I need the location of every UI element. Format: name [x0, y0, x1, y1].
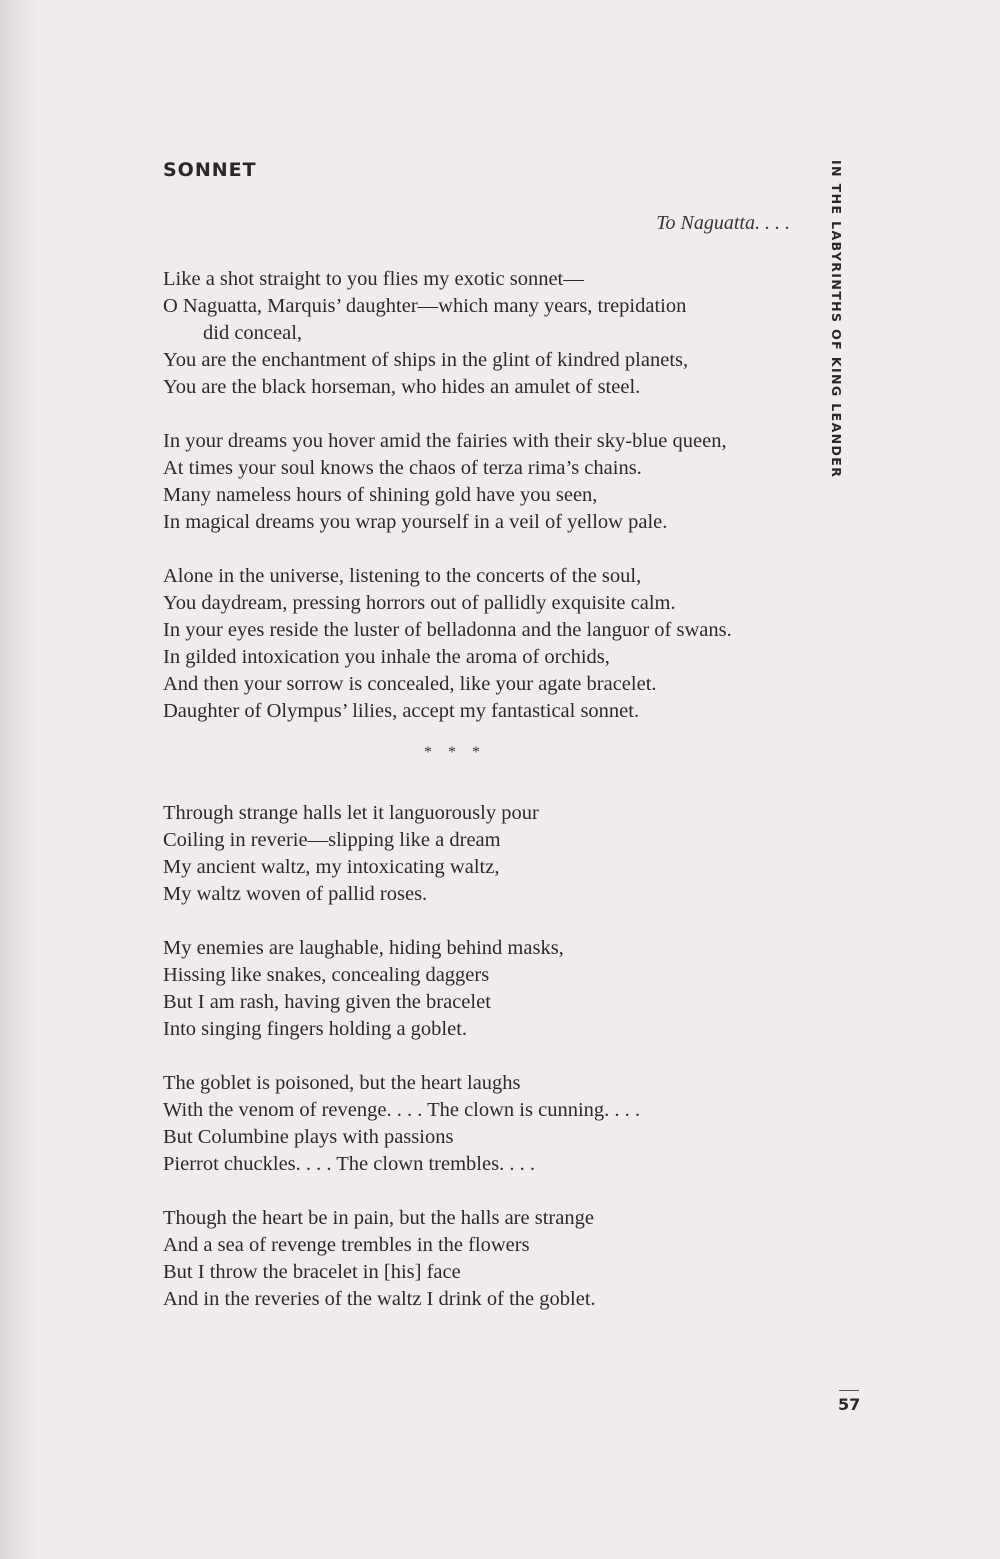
verse-line: Pierrot chuckles. . . . The clown trembles. . . .: [163, 1153, 535, 1175]
section-separator: * * *: [424, 744, 486, 761]
verse-line: Through strange halls let it languorously pour: [163, 802, 539, 824]
waltz-poem: [163, 800, 640, 1313]
running-head: IN THE LABYRINTHS OF KING LEANDER: [829, 160, 844, 479]
verse-line: But Columbine plays with passions: [163, 1126, 454, 1148]
stanza: [163, 1070, 640, 1178]
folio-rule: [839, 1390, 859, 1391]
stanza: [163, 800, 640, 908]
verse-line: Many nameless hours of shining gold have you seen,: [163, 484, 598, 506]
verse-line: With the venom of revenge. . . . The clown is cunning. . . .: [163, 1099, 641, 1121]
verse-line: Daughter of Olympus’ lilies, accept my fantastical sonnet.: [163, 700, 640, 722]
verse-line: And in the reveries of the waltz I drink of the goblet.: [163, 1288, 596, 1310]
sonnet-poem: [163, 266, 732, 725]
stanza: [163, 266, 732, 401]
verse-line: In magical dreams you wrap yourself in a veil of yellow pale.: [163, 511, 668, 533]
verse-line: You daydream, pressing horrors out of pallidly exquisite calm.: [163, 592, 676, 614]
page-gutter-shadow: [0, 0, 40, 1559]
page-number: 57: [838, 1395, 861, 1414]
verse-line: In gilded intoxication you inhale the aroma of orchids,: [163, 646, 610, 668]
verse-line: My ancient waltz, my intoxicating waltz,: [163, 856, 500, 878]
verse-line: The goblet is poisoned, but the heart laughs: [163, 1072, 521, 1094]
dedication: To Naguatta. . . .: [656, 212, 790, 234]
verse-line: In your eyes reside the luster of belladonna and the languor of swans.: [163, 619, 732, 641]
verse-line: And then your sorrow is concealed, like your agate bracelet.: [163, 673, 657, 695]
verse-line: At times your soul knows the chaos of terza rima’s chains.: [163, 457, 642, 479]
verse-line: You are the enchantment of ships in the glint of kindred planets,: [163, 349, 689, 371]
verse-line: My enemies are laughable, hiding behind masks,: [163, 937, 564, 959]
verse-line: But I am rash, having given the bracelet: [163, 991, 491, 1013]
verse-line: Coiling in reverie—slipping like a dream: [163, 829, 501, 851]
verse-line: And a sea of revenge trembles in the flowers: [163, 1234, 530, 1256]
stanza: [163, 428, 732, 536]
verse-line: You are the black horseman, who hides an amulet of steel.: [163, 376, 641, 398]
verse-line: Into singing fingers holding a goblet.: [163, 1018, 468, 1040]
verse-line: My waltz woven of pallid roses.: [163, 883, 428, 905]
verse-line: But I throw the bracelet in [his] face: [163, 1261, 461, 1283]
verse-line: Hissing like snakes, concealing daggers: [163, 964, 490, 986]
stanza: [163, 1205, 640, 1313]
verse-line: In your dreams you hover amid the fairies with their sky-blue queen,: [163, 430, 727, 452]
stanza: [163, 563, 732, 725]
verse-line: O Naguatta, Marquis’ daughter—which many years, trepidation: [163, 295, 687, 317]
stanza: [163, 935, 640, 1043]
verse-line: Alone in the universe, listening to the concerts of the soul,: [163, 565, 642, 587]
poem-title: SONNET: [163, 159, 257, 181]
verse-line: Though the heart be in pain, but the halls are strange: [163, 1207, 594, 1229]
verse-line: Like a shot straight to you flies my exotic sonnet—: [163, 268, 584, 290]
verse-line-continuation: did conceal,: [203, 322, 303, 344]
